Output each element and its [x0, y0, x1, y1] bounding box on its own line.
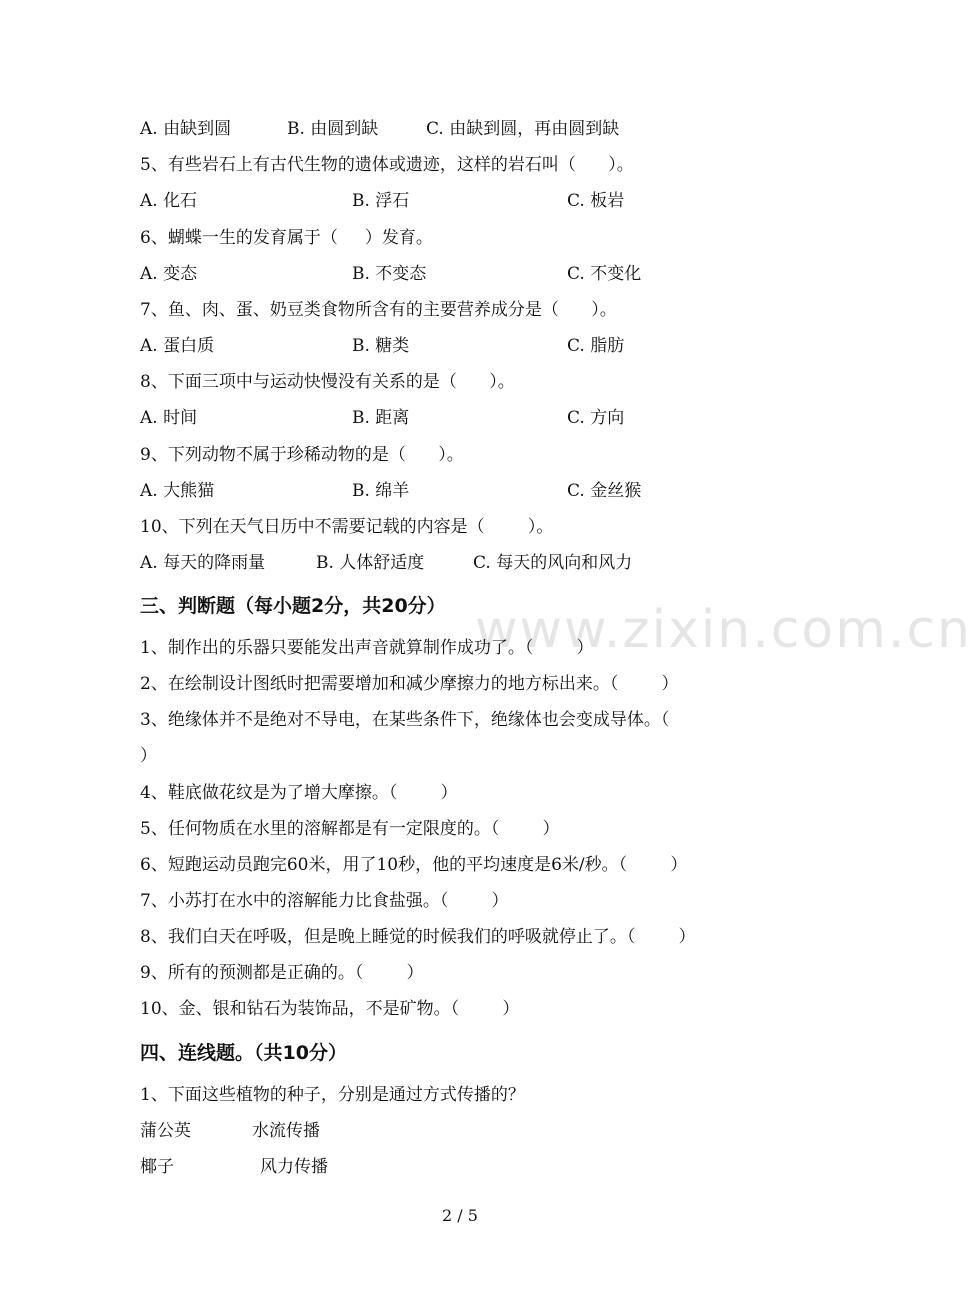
q10-option-b: B. 人体舒适度	[316, 553, 425, 573]
judge-item-8: 8、我们白天在呼吸，但是晚上睡觉的时候我们的呼吸就停止了。（ ）	[140, 927, 696, 947]
q10-stem: 10、下列在天气日历中不需要记载的内容是（ ）。	[140, 517, 554, 537]
q4-option-c: C. 由缺到圆，再由圆到缺	[426, 119, 620, 139]
q9-option-c: C. 金丝猴	[567, 481, 642, 501]
judge-item-3: 3、绝缘体并不是绝对不导电，在某些条件下，绝缘体也会变成导体。（	[140, 710, 670, 730]
q7-stem: 7、鱼、肉、蛋、奶豆类食物所含有的主要营养成分是（ ）。	[140, 300, 617, 320]
watermark: www.zixin.com.cn	[475, 600, 972, 660]
q5-option-a: A. 化石	[140, 191, 198, 211]
q8-option-a: A. 时间	[140, 408, 198, 428]
q10-option-c: C. 每天的风向和风力	[473, 553, 633, 573]
judge-item-4: 4、鞋底做花纹是为了增大摩擦。（ ）	[140, 783, 458, 803]
q8-option-c: C. 方向	[567, 408, 625, 428]
method-2: 风力传播	[260, 1157, 328, 1177]
q9-option-a: A. 大熊猫	[140, 481, 215, 501]
judge-item-5: 5、任何物质在水里的溶解都是有一定限度的。（ ）	[140, 819, 560, 839]
section4-title: 四、连线题。（共10分）	[140, 1042, 347, 1064]
q6-stem: 6、蝴蝶一生的发育属于（ ）发育。	[140, 228, 433, 248]
q7-option-c: C. 脂肪	[567, 336, 625, 356]
q6-option-c: C. 不变化	[567, 264, 642, 284]
section3-title: 三、判断题（每小题2分，共20分）	[140, 595, 446, 617]
q9-option-b: B. 绵羊	[352, 481, 410, 501]
q5-option-b: B. 浮石	[352, 191, 410, 211]
plant-1: 蒲公英	[140, 1121, 191, 1141]
q7-option-b: B. 糖类	[352, 336, 410, 356]
judge-item-9: 9、所有的预测都是正确的。（ ）	[140, 963, 424, 983]
q4-option-b: B. 由圆到缺	[287, 119, 379, 139]
judge-item-2: 2、在绘制设计图纸时把需要增加和减少摩擦力的地方标出来。（ ）	[140, 674, 679, 694]
judge-item-10: 10、金、银和钻石为装饰品，不是矿物。（ ）	[140, 999, 520, 1019]
q6-option-b: B. 不变态	[352, 264, 427, 284]
method-1: 水流传播	[252, 1121, 320, 1141]
judge-item-6: 6、短跑运动员跑完60米，用了10秒，他的平均速度是6米/秒。（ ）	[140, 855, 688, 875]
page-number: 2 / 5	[442, 1206, 478, 1225]
q7-option-a: A. 蛋白质	[140, 336, 215, 356]
q8-stem: 8、下面三项中与运动快慢没有关系的是（ ）。	[140, 372, 515, 392]
plant-2: 椰子	[140, 1157, 174, 1177]
judge-item-1: 1、制作出的乐器只要能发出声音就算制作成功了。（ ）	[140, 638, 594, 658]
q5-stem: 5、有些岩石上有古代生物的遗体或遗迹，这样的岩石叫（ ）。	[140, 155, 634, 175]
q8-option-b: B. 距离	[352, 408, 410, 428]
q10-option-a: A. 每天的降雨量	[140, 553, 266, 573]
q5-option-c: C. 板岩	[567, 191, 625, 211]
judge-item-7: 7、小苏打在水中的溶解能力比食盐强。（ ）	[140, 891, 509, 911]
q4-option-a: A. 由缺到圆	[140, 119, 232, 139]
judge-item-3-continued: ）	[140, 746, 157, 766]
q9-stem: 9、下列动物不属于珍稀动物的是（ ）。	[140, 445, 464, 465]
matching-stem: 1、下面这些植物的种子，分别是通过方式传播的？	[140, 1085, 525, 1105]
q6-option-a: A. 变态	[140, 264, 198, 284]
